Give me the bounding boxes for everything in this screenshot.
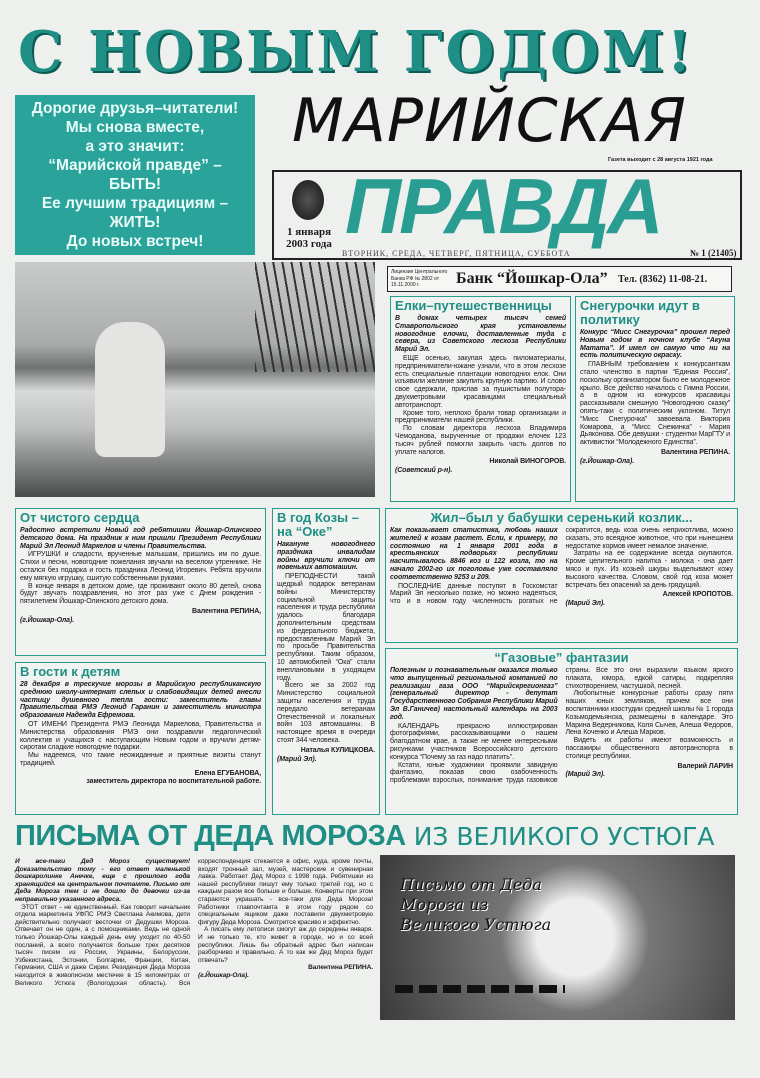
letters-article [15, 858, 373, 987]
article-lead: В домах четырех тысяч семей Ставропольского края установлены новогодние елочки, доставленные туда с севера, из Советского лесхоза Республики Марий Эл. [395, 315, 566, 354]
article-serdce [15, 508, 266, 656]
location: (Марий Эл). [565, 600, 605, 608]
paragraph: ОТ ИМЕНИ Президента РМЭ Леонида Маркелова, Правительства и Министерства образования РМЭ они поздравили педагогический коллектив и учащихся с наступающим Новым годом и вручили детям-сиротам сладкие новогодние подарки. [20, 720, 261, 752]
founded-note: Газета выходит с 28 августа 1921 года [608, 157, 713, 163]
envelope-image [380, 855, 735, 1020]
holiday-banner-title: С НОВЫМ ГОДОМ! [18, 19, 695, 85]
postcode-boxes [395, 985, 565, 993]
bank-name: Банк “Йошкар-Ола” [456, 270, 608, 287]
greeting-line: До новых встреч! [66, 233, 204, 250]
greeting-line: БЫТЬ! [108, 176, 162, 193]
front-photo [15, 262, 375, 497]
article-koza [272, 508, 380, 815]
masthead-line2: ПРАВДА [345, 162, 662, 250]
article-title: Снегурочки идут в политику [580, 298, 700, 327]
paragraph: ПРЕПОДНЕСТИ такой щедрый подарок ветеранам войны Министерству социальной защиты населения и труда республики удалось благодаря дополнительным средствам из федерального бюджета, предоставленным Марий Эл по просьбе Правительства республики. Таким образом, 10 автомобилей “Ока” стали внеплановыми в уходящем году. [277, 573, 375, 682]
emblem-icon [292, 180, 324, 220]
masthead-line1: МАРИЙСКАЯ [292, 86, 687, 156]
article-title: Елки–путешественницы [395, 298, 552, 313]
location: (Марий Эл). [277, 755, 317, 763]
date-year: 2003 года [286, 238, 332, 250]
author: Николай ВИНОГОРОВ. [489, 458, 566, 466]
article-lead: 28 декабря в трескучие морозы в Марийскую республиканскую среднюю школу-интернат слепых и слабовидящих детей внесли частицу душевного тепла гости: заместитель главы Правительства РМЭ Леонид Гаранин и заместитель министра образования Надежда Ефремова. [20, 681, 261, 720]
bank-phone: Тел. (8362) 11-08-21. [618, 274, 708, 285]
bank-ad [387, 266, 732, 292]
headline-light: ИЗ ВЕЛИКОГО УСТЮГА [405, 822, 715, 851]
article-lead: Конкурс “Мисс Снегурочка” прошел перед Новым годом в ночном клубе “Акуна Матата”. И имел он самую что ни на есть политическую окраску. [580, 329, 730, 360]
greeting-line: ЖИТЬ! [109, 214, 161, 231]
article-snegur [575, 296, 735, 502]
paragraph: Всего же за 2002 год Министерство социальной защиты населения и труда передало ветеранам Отечественной и локальных войн 103 автомашины. В настоящее время в очереди стоят 344 человека. [277, 682, 375, 744]
author: Валентина РЕПИНА, [192, 607, 261, 615]
author: Валерий ЛАРИН [677, 762, 733, 770]
paragraph: Видеть их работы имеют возможность и пассажиры общественного автотранспорта в столице республики. [565, 737, 733, 760]
article-lead: Радостно встретили Новый год ребятишки Йошкар-Олинского детского дома. На праздник к ним пришли Президент Республики Марий Эл Леонид Маркелов и члены Правительства. [20, 527, 261, 550]
article-lead: Как показывает статистика, любовь наших жителей к козам растет. Если, к примеру, по состоянию на 1 января 2001 года в крестьянских подворьях республики насчитывалось 8846 коз и 122 козла, то на начало 2002-го их поголовье уже составляло соответственно 9253 и 209. [390, 527, 558, 581]
paragraph: В конце января в детском доме, где проживают около 80 детей, снова будут звучать поздравления, но этот раз уже с Днем рождения - пятилетием Йошкар-Олинского детского дома. [20, 582, 261, 606]
girl-figure-image [95, 322, 165, 457]
envelope-script: Письмо от Деда Мороза из Великого Устюга [400, 875, 552, 934]
issue-number: № 1 (21405) [690, 248, 737, 258]
paragraph: Затраты на ее содержание всегда окупаются. Кроме целительного напитка - молока - она дает мясо и пух. Из козьей шкуры выделывают кожу высокого качества. Словом, свой год коза может встречать без опасений за день грядущий. [565, 550, 733, 589]
author: Валентина РЕПИНА. [661, 448, 730, 456]
greeting-line: Мы снова вместе, [65, 119, 205, 136]
author: Наталья КУЛИЦКОВА. [300, 746, 375, 754]
publication-days: ВТОРНИК, СРЕДА, ЧЕТВЕРГ, ПЯТНИЦА, СУББОТА [342, 249, 571, 258]
article-gosti [15, 662, 266, 815]
location: (г.Йошкар-Ола). [198, 971, 249, 979]
author-role: заместитель директора по воспитательной работе. [86, 777, 261, 785]
paragraph: А писать ему летописи смогут аж до середины января. И не только те, кто живет в городе, но и со всей республики. Лишь бы обратный адрес был написан разборчиво и правильно. А то как же Дед Мороз будет отвечать? [198, 926, 373, 964]
paragraph: Кстати, юные художники проявили завидную фантазию, показав свою озабоченность проблемами взрослых, понимание труда газовиков страны. Все это они выразили языком яркого плаката, юмора, едкой сатиры, подкрепляя стихотворением, частушкой, песней. [390, 667, 733, 785]
article-title: В гости к детям [20, 664, 121, 679]
paragraph: ЕЩЕ осенью, закупая здесь пиломатериалы, предприниматели-южане узнали, что в этом лесхозе есть специальные плантации новогодних елок. Они изъявили желание закупить крупную партию. И слово свое сдержали, прислав за пушистыми полутора-двухметровыми красавицами специальный автотранспорт. [395, 354, 566, 409]
paragraph: ЭТОТ ответ - не единственный. Как говорит начальник отдела маркетинга УФПС РМЭ Светлана Акимова, дети действительно получают весточки от Дедушки Мороза. Отвечает он не один, а с помощниками. Ведь не одной только Йошкар-Олы каждый день ему уходит по 40-50 посланий, а всего получается больше трех десятков тысяч писем из России, Украины, Белоруссии, Узбекистана, Эстонии, Болгарии, Франции, Китая, Германии, США и даже Сирии. Резиденция Деда Мороза находится в живописном местечке в 15 километрах от Великого Устюга (Вологодская область). Вся корреспонденция стекается в офис, куда, кроме почты, входят тронный зал, музей, мастерские и сувенирная лавка. Работает Дед Мороз с 1998 года. Ребятишки из нашей республики пишут ему только третий год, но с каждым разом все больше и больше. Конверты при этом стараются украшать - все-таки для Деда Мороза! Работники главпочтамта в этом году рядом со специальным ящиком даже поставили двухметровую фигуру Деда Мороза. Смотрится красиво и эффектно. [15, 858, 373, 987]
paragraph: Любопытные конкурсные работы сразу пяти наших юных земляков, причем все они воспитанники изостудии средней школы № 1 города Козьмодемьянска, размещены в календаре. Это Марина Ведерникова, Коля Сычев, Алеша Федоров, Лена Коченко и Алеша Марков. [565, 690, 733, 737]
location: (Советский р-н). [395, 467, 453, 475]
greeting-line: а это значит: [85, 138, 185, 155]
author: Алексей КРОПОТОВ. [662, 591, 733, 599]
trees-image [255, 262, 375, 372]
article-title: В год Козы – на “Оке” [277, 510, 359, 539]
location: (г.Йошкар-Ола). [580, 457, 635, 465]
article-title: “Газовые” фантазии [494, 650, 629, 665]
article-elki [390, 296, 571, 502]
location: (Марий Эл). [565, 771, 605, 779]
article-lead: И все-таки Дед Мороз существует! Доказательство тому - его ответ маленькой йошкаролинке Анечке, еще с прошлого года хранящийся на центральном почтамте. Письмо от Деда Мороза тем и не дошло до девочки из-за неправильно указанного адреса. [15, 858, 190, 903]
article-lead: Накануне новогоднего праздника инвалидам войны вручили ключи от новеньких автомашин. [277, 541, 375, 572]
paragraph: ГЛАВНЫМ требованием к конкурсанткам стало членство в партии “Единая Россия”, поскольку организатором было ее молодежное крыло. Все действо началось с Гимна России, а в одном из конкурсов красавицы рассказывали смешную “Новогоднюю сказку” опять-таки с политическим уклоном. Титул “Мисс Снегурочка” завоевала Виктория Комарова, а “Мисс Снежинка” - Мария Дьяконова. Обе девушки - студентки МарГТУ и активистки “Молодежного Единства”. [580, 361, 731, 447]
article-title: Жил–был у бабушки серенький козлик... [430, 510, 693, 525]
author: Елена ЕГУБАНОВА, [194, 769, 261, 777]
paragraph: ПОСЛЕДНИЕ данные поступят в Госкомстат Марий Эл несколько позже, но можно надеяться, что и в новом году численность рогатых не сократится, ведь коза очень неприхотлива, можно сказать, это всеядное животное, что при нынешнем недостатке кормов имеет немалое значение. [390, 527, 733, 606]
letters-headline [15, 818, 745, 859]
date-day: 1 января [286, 226, 332, 238]
paragraph: Кроме того, неплохо брали товар организации и предприниматели нашей республики. [395, 409, 566, 425]
paragraph: ИГРУШКИ и сладости, врученные малышам, пришлись им по душе. Стихи и песни, новогодние пожелания звучали на веселом утреннике. Не остался без подарка и гость праздника Леонид Игоревич. Ребята вручили ему мягкую игрушку, сшитую собственными руками. [20, 551, 261, 582]
article-kozlik [385, 508, 738, 643]
article-lead: Полезным и познавательным оказался только что выпущенный региональной компанией по реализации газа ООО “Марийскрегионгаз” (генеральный директор - депутат Государственного Собрания Республики Марий Эл В.Ганичев) настольный календарь на 2003 год. [390, 667, 558, 721]
location: (г.Йошкар-Ола). [20, 616, 75, 624]
paragraph: Мы надеемся, что такие неожиданные и приятные визиты станут традицией. [20, 752, 261, 767]
headline-bold: ПИСЬМА ОТ ДЕДА МОРОЗА [15, 820, 406, 852]
bank-license: Лицензия Центрального Банка РФ № 2802 от 15.11.2000 г. [391, 269, 448, 288]
article-title: От чистого сердца [20, 510, 140, 525]
paragraph: По словам директора лесхоза Владимира Чемоданова, вырученные от продажи елочек 123 тысяч рублей помогли закрыть часть долгов по уплате налогов. [395, 425, 566, 456]
issue-date [279, 226, 339, 250]
greeting-box [15, 95, 255, 255]
greeting-line: “Марийской правде” – [48, 157, 222, 174]
greeting-line: Ее лучшим традициям – [41, 195, 229, 212]
article-gaz [385, 648, 738, 815]
paragraph: КАЛЕНДАРЬ прекрасно иллюстрирован фотографиями, рассказывающими о нашем благодатном крае, а также не менее интересными рисунками участников Всероссийского детского конкурса “Почему за газ надо платить”. [390, 722, 558, 761]
author: Валентина РЕПИНА. [308, 964, 373, 972]
greeting-line: Дорогие друзья–читатели! [31, 100, 239, 117]
